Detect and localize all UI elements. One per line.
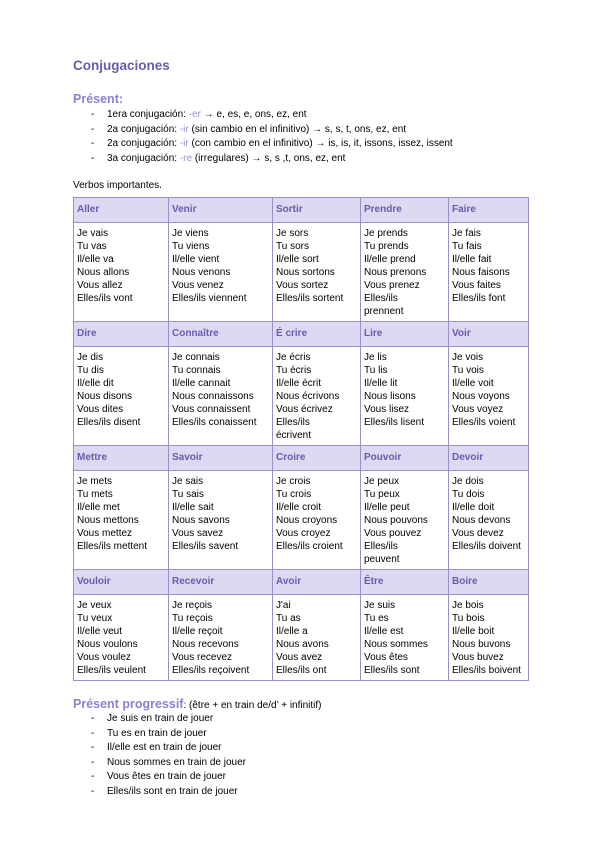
verb-ending: -ir <box>179 138 189 150</box>
conjugated-form: Tu veux <box>77 613 113 624</box>
verb-forms <box>74 471 169 570</box>
list-marker: - <box>91 771 95 783</box>
verb-forms <box>273 595 361 681</box>
conjugated-form: Je vois <box>452 352 484 363</box>
verb-name: Boire <box>449 570 529 595</box>
list-item: - Tu es en train de jouer <box>73 727 246 742</box>
conjugated-form: Vous lisez <box>364 404 410 415</box>
verb-name: Dire <box>74 322 169 347</box>
conjugated-form: Nous voulons <box>77 639 138 650</box>
conjugated-form: Tu vois <box>452 365 484 376</box>
conjugated-form: Vous buvez <box>452 652 504 663</box>
progressif-heading: Présent progressif: (être + en train de/d’ + infinitif) <box>73 697 322 711</box>
conjugated-form: Il/elle vient <box>172 254 220 265</box>
list-marker: - <box>91 138 95 150</box>
verb-forms <box>74 223 169 322</box>
verb-forms <box>449 471 529 570</box>
conjugated-form: Nous lisons <box>364 391 416 402</box>
list-item: - Je suis en train de jouer <box>73 712 246 727</box>
conjugated-form: Nous venons <box>172 267 231 278</box>
conjugated-form: Nous disons <box>77 391 133 402</box>
verb-forms <box>273 347 361 446</box>
conjugated-form: Il/elle reçoit <box>172 626 223 637</box>
conjugated-form: Nous avons <box>276 639 329 650</box>
verb-forms <box>449 347 529 446</box>
list-item: - 1era conjugación: -er → e, es, e, ons, ez, ent <box>73 108 453 123</box>
verb-name: Sortir <box>273 198 361 223</box>
conjugated-form: Vous mettez <box>77 528 133 539</box>
conjugated-form: Je écris <box>276 352 311 363</box>
conjugated-form: Nous faisons <box>452 267 510 278</box>
conjugated-form: Vous venez <box>172 280 224 291</box>
conjugated-form: peuvent <box>364 554 400 565</box>
conjugated-form: Je reçois <box>172 600 213 611</box>
present-heading: Présent: <box>73 92 124 106</box>
conjugated-form: Tu mets <box>77 489 113 500</box>
verb-name: Vouloir <box>74 570 169 595</box>
list-item: - 2a conjugación: -ir (sin cambio en el infinitivo) → s, s, t, ons, ez, ent <box>73 123 453 138</box>
list-marker: - <box>91 756 95 768</box>
conjugated-form: Tu lis <box>364 365 388 376</box>
conjugated-form: Elles/ils <box>276 417 310 428</box>
conjugated-form: Vous savez <box>172 528 224 539</box>
conjugated-form: Vous voulez <box>77 652 131 663</box>
progressif-list <box>73 712 246 800</box>
list-marker: - <box>91 109 95 120</box>
list-marker: - <box>91 742 95 754</box>
conjugated-form: Vous avez <box>276 652 323 663</box>
conjugated-form: Elles/ils font <box>452 293 506 304</box>
conjugated-form: Il/elle cannait <box>172 378 231 389</box>
conjugated-form: Elles/ils veulent <box>77 665 146 676</box>
verb-forms <box>361 471 449 570</box>
list-marker: - <box>91 152 95 164</box>
list-item: - 2a conjugación: -ir (con cambio en el infinitivo) → is, is, it, issons, issez, issent <box>73 137 453 152</box>
verb-forms <box>273 471 361 570</box>
conjugated-form: prennent <box>364 306 404 317</box>
conjugated-form: Je bois <box>452 600 484 611</box>
verb-forms-row <box>74 223 529 322</box>
table-caption: Verbos importantes. <box>73 180 162 191</box>
verb-ending: -re <box>179 152 193 164</box>
conjugated-form: Nous recevons <box>172 639 239 650</box>
conjugated-form: Nous croyons <box>276 515 338 526</box>
conjugated-form: Elles/ils sortent <box>276 293 344 304</box>
list-item: - Elles/ils sont en train de jouer <box>73 785 246 800</box>
verb-name: Faire <box>449 198 529 223</box>
conjugated-form: Il/elle dit <box>77 378 114 389</box>
conjugated-form: Je crois <box>276 476 311 487</box>
conjugated-form: Elles/ils croient <box>276 541 343 552</box>
verb-forms <box>361 595 449 681</box>
conjugated-form: Je fais <box>452 228 481 239</box>
conjugated-form: Tu viens <box>172 241 210 252</box>
verb-forms <box>169 595 273 681</box>
conjugated-form: Je viens <box>172 228 209 239</box>
conjugated-form: Je sors <box>276 228 309 239</box>
conjugated-form: Tu écris <box>276 365 312 376</box>
conjugated-form: Il/elle sait <box>172 502 214 513</box>
verb-forms-row <box>74 595 529 681</box>
conjugated-form: Vous connaissent <box>172 404 251 415</box>
conjugated-form: Elles/ils sont <box>364 665 420 676</box>
conjugated-form: Je dois <box>452 476 484 487</box>
conjugated-form: Je mets <box>77 476 113 487</box>
verb-name: É crire <box>273 322 361 347</box>
verb-forms <box>273 223 361 322</box>
verb-name: Venir <box>169 198 273 223</box>
conjugated-form: Elles/ils <box>364 293 398 304</box>
list-marker: - <box>91 785 95 797</box>
conjugated-form: Tu vas <box>77 241 107 252</box>
verb-name: Connaître <box>169 322 273 347</box>
conjugated-form: Tu peux <box>364 489 400 500</box>
conjugated-form: Tu prends <box>364 241 409 252</box>
conjugated-form: Il/elle prend <box>364 254 416 265</box>
conjugated-form: Nous sortons <box>276 267 335 278</box>
verb-forms <box>169 347 273 446</box>
conjugated-form: Je peux <box>364 476 400 487</box>
list-marker: - <box>91 727 95 739</box>
list-marker: - <box>91 713 95 724</box>
verb-name: Prendre <box>361 198 449 223</box>
conjugated-form: Vous faites <box>452 280 501 291</box>
verb-name: Devoir <box>449 446 529 471</box>
verb-forms <box>361 347 449 446</box>
conjugated-form: Elles/ils conaissent <box>172 417 257 428</box>
conjugated-form: Nous pouvons <box>364 515 428 526</box>
verb-header-row <box>74 198 529 223</box>
conjugated-form: Nous prenons <box>364 267 427 278</box>
conjugated-form: Elles/ils doivent <box>452 541 521 552</box>
conjugated-form: Tu dois <box>452 489 485 500</box>
conjugated-form: Nous sommes <box>364 639 428 650</box>
conjugated-form: Elles/ils vont <box>77 293 133 304</box>
conjugated-form: Nous mettons <box>77 515 139 526</box>
conjugated-form: Il/elle est <box>364 626 404 637</box>
conjugated-form: Vous prenez <box>364 280 420 291</box>
conjugated-form: Elles/ils disent <box>77 417 141 428</box>
conjugated-form: Elles/ils ont <box>276 665 327 676</box>
verb-name: Savoir <box>169 446 273 471</box>
conjugated-form: Il/elle a <box>276 626 308 637</box>
list-marker: - <box>91 123 95 135</box>
conjugated-form: Tu dis <box>77 365 104 376</box>
conjugated-form: Elles/ils viennent <box>172 293 247 304</box>
conjugated-form: Elles/ils lisent <box>364 417 425 428</box>
verb-forms <box>361 223 449 322</box>
conjugated-form: écrivent <box>276 430 312 441</box>
conjugated-form: Je suis <box>364 600 396 611</box>
conjugated-form: Tu es <box>364 613 389 624</box>
verb-forms-row <box>74 471 529 570</box>
verb-forms <box>74 595 169 681</box>
verb-header-row <box>74 446 529 471</box>
conjugated-form: Il/elle va <box>77 254 114 265</box>
conjugated-form: Nous écrivons <box>276 391 340 402</box>
conjugated-form: Tu fais <box>452 241 482 252</box>
conjugated-form: Elles/ils mettent <box>77 541 148 552</box>
verb-name: Mettre <box>74 446 169 471</box>
conjugated-form: Il/elle croit <box>276 502 322 513</box>
conjugated-form: Vous croyez <box>276 528 331 539</box>
verb-ending: -ir <box>179 123 189 135</box>
conjugated-form: Il/elle peut <box>364 502 410 513</box>
verb-name: Avoir <box>273 570 361 595</box>
verb-name: Aller <box>74 198 169 223</box>
list-item: - Il/elle est en train de jouer <box>73 741 246 756</box>
conjugated-form: Tu reçois <box>172 613 213 624</box>
verb-forms <box>169 471 273 570</box>
conjugated-form: Il/elle doit <box>452 502 495 513</box>
conjugated-form: Il/elle lit <box>364 378 398 389</box>
list-item: - 3a conjugación: -re (irregulares) → s, s ,t, ons, ez, ent <box>73 152 453 167</box>
verb-forms-row <box>74 347 529 446</box>
verb-forms <box>449 595 529 681</box>
conjugated-form: Nous devons <box>452 515 511 526</box>
conjugated-form: Vous devez <box>452 528 504 539</box>
conjugated-form: Nous savons <box>172 515 230 526</box>
conjugated-form: Je sais <box>172 476 204 487</box>
conjugated-form: Elles/ils voient <box>452 417 516 428</box>
conjugated-form: Vous pouvez <box>364 528 422 539</box>
conjugated-form: Nous allons <box>77 267 130 278</box>
verb-forms <box>169 223 273 322</box>
verb-name: Être <box>361 570 449 595</box>
conjugated-form: Il/elle veut <box>77 626 123 637</box>
conjugated-form: Tu sais <box>172 489 204 500</box>
conjugated-form: Vous voyez <box>452 404 504 415</box>
conjugated-form: Tu crois <box>276 489 312 500</box>
verb-forms <box>74 347 169 446</box>
verb-forms <box>449 223 529 322</box>
conjugated-form: Tu connais <box>172 365 221 376</box>
verb-name: Croire <box>273 446 361 471</box>
conjugated-form: Elles/ils boivent <box>452 665 521 676</box>
conjugated-form: Vous sortez <box>276 280 329 291</box>
verb-name: Pouvoir <box>361 446 449 471</box>
document-title: Conjugaciones <box>73 58 170 73</box>
conjugated-form: Tu sors <box>276 241 309 252</box>
conjugated-form: Il/elle sort <box>276 254 319 265</box>
verb-ending: -er <box>188 109 201 120</box>
conjugated-form: Il/elle fait <box>452 254 492 265</box>
conjugated-form: Elles/ils reçoivent <box>172 665 250 676</box>
conjugated-form: Tu bois <box>452 613 485 624</box>
conjugated-form: Je veux <box>77 600 112 611</box>
conjugated-form: Nous voyons <box>452 391 510 402</box>
conjugated-form: Vous allez <box>77 280 123 291</box>
verb-header-row <box>74 322 529 347</box>
verb-name: Voir <box>449 322 529 347</box>
verbs-table-body <box>74 198 529 681</box>
conjugated-form: Nous connaissons <box>172 391 254 402</box>
conjugated-form: Tu as <box>276 613 301 624</box>
conjugated-form: Vous écrivez <box>276 404 333 415</box>
conjugated-form: Je vais <box>77 228 109 239</box>
conjugated-form: Je dis <box>77 352 104 363</box>
progressif-note: : (être + en train de/d’ + infinitif) <box>183 700 322 711</box>
present-rules-list <box>73 108 453 166</box>
conjugated-form: Je prends <box>364 228 408 239</box>
conjugated-form: Vous êtes <box>364 652 408 663</box>
conjugated-form: Il/elle écrit <box>276 378 322 389</box>
list-item: - Vous êtes en train de jouer <box>73 770 246 785</box>
list-item: - Nous sommes en train de jouer <box>73 756 246 771</box>
conjugated-form: Il/elle boit <box>452 626 495 637</box>
verbs-table <box>73 197 529 681</box>
verb-name: Recevoir <box>169 570 273 595</box>
conjugated-form: Je connais <box>172 352 220 363</box>
conjugated-form: Il/elle voit <box>452 378 494 389</box>
conjugated-form: Je lis <box>364 352 387 363</box>
verb-header-row <box>74 570 529 595</box>
verb-name: Lire <box>361 322 449 347</box>
conjugated-form: Vous recevez <box>172 652 233 663</box>
conjugated-form: Elles/ils savent <box>172 541 239 552</box>
conjugated-form: Elles/ils <box>364 541 398 552</box>
conjugated-form: Il/elle met <box>77 502 120 513</box>
conjugated-form: J'ai <box>276 600 291 611</box>
conjugated-form: Nous buvons <box>452 639 511 650</box>
conjugated-form: Vous dites <box>77 404 124 415</box>
